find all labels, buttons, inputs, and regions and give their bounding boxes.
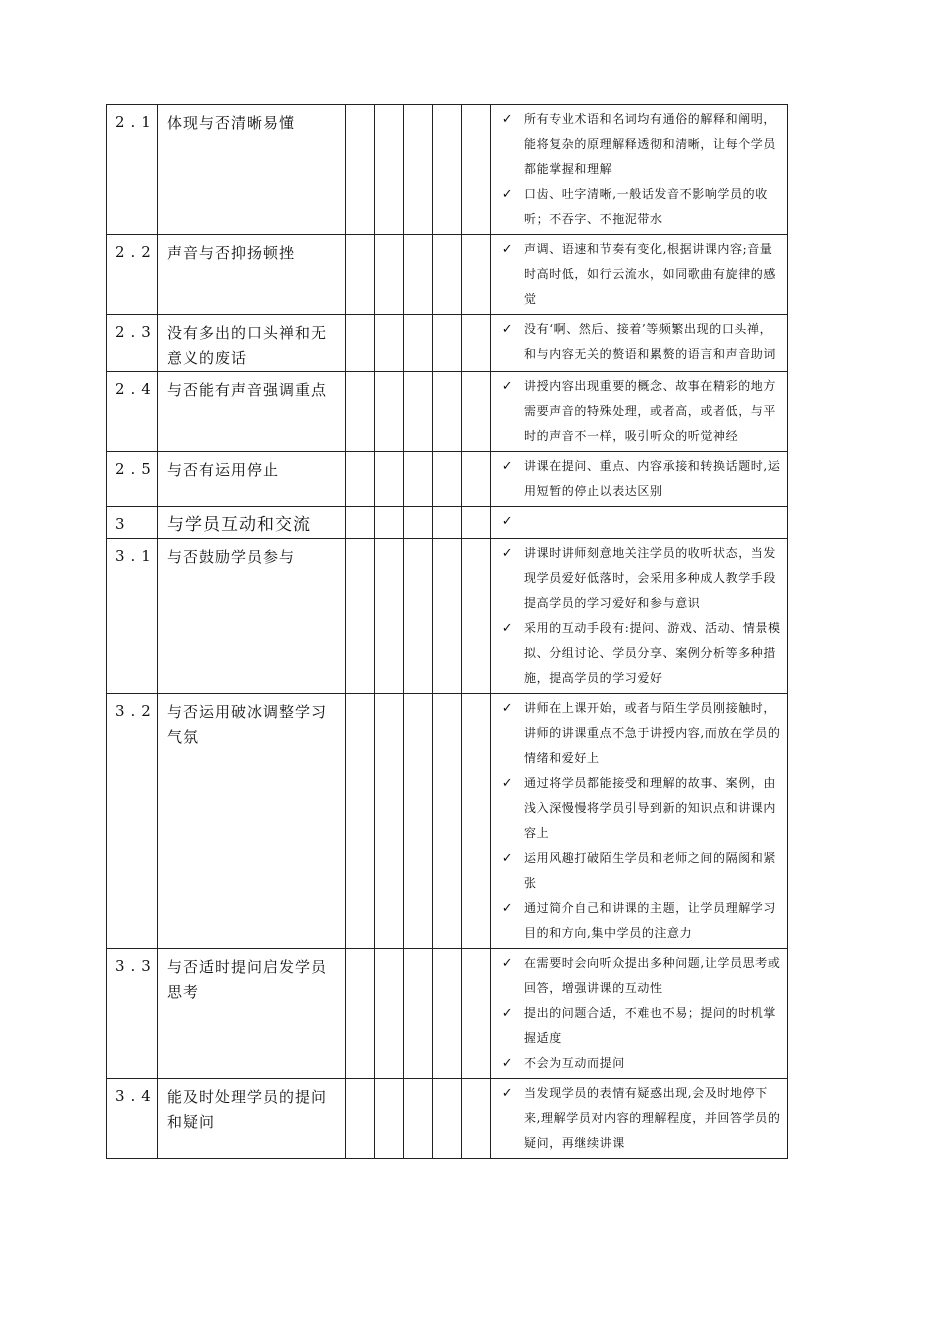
description-bullet <box>491 107 783 182</box>
criteria-row <box>107 235 788 315</box>
score-cell[interactable] <box>462 315 491 372</box>
criteria-name: 能及时处理学员的提问和疑问 <box>158 1079 346 1159</box>
score-cell[interactable] <box>462 452 491 507</box>
bullet-text: 讲授内容出现重要的概念、故事在精彩的地方需要声音的特殊处理，或者高，或者低，与平时的声音不一样，吸引听众的听觉神经 <box>524 379 777 443</box>
score-cell[interactable] <box>462 694 491 949</box>
description-bullet <box>491 951 783 1001</box>
score-cell[interactable] <box>346 694 375 949</box>
check-mark-icon: ✓ <box>501 514 514 529</box>
criteria-name: 与否有运用停止 <box>158 452 346 507</box>
description-bullet <box>491 509 783 534</box>
check-mark-icon: ✓ <box>501 701 514 716</box>
check-mark-icon: ✓ <box>501 459 514 474</box>
check-mark-icon: ✓ <box>501 851 514 866</box>
criteria-name: 没有多出的口头禅和无意义的废话 <box>158 315 346 372</box>
check-mark-icon: ✓ <box>501 379 514 394</box>
criteria-description <box>491 539 788 694</box>
criteria-row <box>107 452 788 507</box>
bullet-text: 运用风趣打破陌生学员和老师之间的隔阂和紧张 <box>524 851 777 890</box>
score-cell[interactable] <box>462 235 491 315</box>
item-number: 2.3 <box>107 315 158 372</box>
check-mark-icon: ✓ <box>501 901 514 916</box>
item-number: 3.4 <box>107 1079 158 1159</box>
score-cell[interactable] <box>404 235 433 315</box>
bullet-text: 当发现学员的表情有疑惑出现,会及时地停下来,理解学员对内容的理解程度，并回答学员的疑问，再继续讲课 <box>524 1086 781 1150</box>
score-cell[interactable] <box>462 949 491 1079</box>
score-cell[interactable] <box>433 452 462 507</box>
score-cell[interactable] <box>346 235 375 315</box>
bullet-text: 所有专业术语和名词均有通俗的解释和阐明，能将复杂的原理解释透彻和清晰，让每个学员都能掌握和理解 <box>524 112 777 176</box>
description-bullet <box>491 616 783 691</box>
criteria-name: 与否适时提问启发学员思考 <box>158 949 346 1079</box>
criteria-name: 与否能有声音强调重点 <box>158 372 346 452</box>
score-cell[interactable] <box>375 105 404 235</box>
score-cell[interactable] <box>433 105 462 235</box>
bullet-text: 讲师在上课开始，或者与陌生学员刚接触时，讲师的讲课重点不急于讲授内容,而放在学员的情绪和爱好上 <box>524 701 781 765</box>
description-bullet <box>491 771 783 846</box>
criteria-description <box>491 507 788 539</box>
criteria-row <box>107 105 788 235</box>
score-cell[interactable] <box>433 372 462 452</box>
criteria-description <box>491 105 788 235</box>
score-cell[interactable] <box>346 452 375 507</box>
score-cell[interactable] <box>404 105 433 235</box>
description-bullet <box>491 317 783 367</box>
criteria-row <box>107 1079 788 1159</box>
description-bullet <box>491 454 783 504</box>
score-cell[interactable] <box>346 949 375 1079</box>
bullet-text: 声调、语速和节奏有变化,根据讲课内容;音量时高时低，如行云流水，如同歌曲有旋律的感觉 <box>524 242 777 306</box>
description-bullet <box>491 696 783 771</box>
score-cell[interactable] <box>346 372 375 452</box>
check-mark-icon: ✓ <box>501 956 514 971</box>
score-cell[interactable] <box>404 539 433 694</box>
bullet-text: 不会为互动而提问 <box>524 1056 625 1070</box>
score-cell[interactable] <box>375 452 404 507</box>
description-bullet <box>491 374 783 449</box>
score-cell[interactable] <box>404 452 433 507</box>
check-mark-icon: ✓ <box>501 322 514 337</box>
score-cell[interactable] <box>462 539 491 694</box>
criteria-row <box>107 315 788 372</box>
score-cell[interactable] <box>346 315 375 372</box>
check-mark-icon: ✓ <box>501 1006 514 1021</box>
bullet-text: 通过将学员都能接受和理解的故事、案例，由浅入深慢慢将学员引导到新的知识点和讲课内容上 <box>524 776 777 840</box>
score-cell[interactable] <box>433 539 462 694</box>
section-row <box>107 507 788 539</box>
score-cell[interactable] <box>404 949 433 1079</box>
item-number: 2.1 <box>107 105 158 235</box>
item-number: 3 <box>107 507 158 539</box>
criteria-name: 体现与否清晰易懂 <box>158 105 346 235</box>
criteria-name: 与否鼓励学员参与 <box>158 539 346 694</box>
description-bullet <box>491 1001 783 1051</box>
score-cell[interactable] <box>375 949 404 1079</box>
item-number: 3.2 <box>107 694 158 949</box>
score-cell[interactable] <box>375 694 404 949</box>
bullet-text: 在需要时会向听众提出多种问题,让学员思考或回答，增强讲课的互动性 <box>524 956 781 995</box>
score-cell[interactable] <box>433 694 462 949</box>
score-cell[interactable] <box>346 1079 375 1159</box>
score-cell[interactable] <box>404 372 433 452</box>
evaluation-table-body <box>107 105 788 1159</box>
criteria-name: 与否运用破冰调整学习气氛 <box>158 694 346 949</box>
bullet-text <box>524 509 783 534</box>
score-cell[interactable] <box>462 105 491 235</box>
check-mark-icon: ✓ <box>501 112 514 127</box>
criteria-description <box>491 949 788 1079</box>
score-cell[interactable] <box>462 1079 491 1159</box>
bullet-text: 通过简介自己和讲课的主题，让学员理解学习目的和方向,集中学员的注意力 <box>524 901 777 940</box>
item-number: 3.1 <box>107 539 158 694</box>
check-mark-icon: ✓ <box>501 546 514 561</box>
check-mark-icon: ✓ <box>501 1056 514 1071</box>
bullet-text: 口齿、吐字清晰,一般话发音不影响学员的收听；不吞字、不拖泥带水 <box>524 187 768 226</box>
score-cell[interactable] <box>433 1079 462 1159</box>
score-cell[interactable] <box>375 315 404 372</box>
score-cell[interactable] <box>462 507 491 539</box>
criteria-row <box>107 539 788 694</box>
description-bullet <box>491 182 783 232</box>
section-title: 与学员互动和交流 <box>158 507 346 539</box>
score-cell[interactable] <box>375 235 404 315</box>
description-bullet <box>491 237 783 312</box>
score-cell[interactable] <box>433 315 462 372</box>
description-bullet <box>491 1081 783 1156</box>
score-cell[interactable] <box>375 372 404 452</box>
criteria-description <box>491 372 788 452</box>
item-number: 2.2 <box>107 235 158 315</box>
score-cell[interactable] <box>375 539 404 694</box>
criteria-description <box>491 315 788 372</box>
score-cell[interactable] <box>404 507 433 539</box>
item-number: 2.5 <box>107 452 158 507</box>
score-cell[interactable] <box>346 539 375 694</box>
score-cell[interactable] <box>404 1079 433 1159</box>
description-bullet <box>491 541 783 616</box>
check-mark-icon: ✓ <box>501 1086 514 1101</box>
criteria-description <box>491 452 788 507</box>
item-number: 3.3 <box>107 949 158 1079</box>
description-bullet <box>491 896 783 946</box>
bullet-text: 没有‘啊、然后、接着’等频繁出现的口头禅，和与内容无关的赘语和累赘的语言和声音助词 <box>524 322 777 361</box>
check-mark-icon: ✓ <box>501 621 514 636</box>
score-cell[interactable] <box>346 507 375 539</box>
score-cell[interactable] <box>462 372 491 452</box>
description-bullet <box>491 846 783 896</box>
score-cell[interactable] <box>375 1079 404 1159</box>
criteria-description <box>491 1079 788 1159</box>
criteria-description <box>491 694 788 949</box>
evaluation-table <box>106 104 788 1159</box>
check-mark-icon: ✓ <box>501 242 514 257</box>
score-cell[interactable] <box>404 694 433 949</box>
score-cell[interactable] <box>346 105 375 235</box>
score-cell[interactable] <box>433 235 462 315</box>
score-cell[interactable] <box>433 507 462 539</box>
score-cell[interactable] <box>375 507 404 539</box>
score-cell[interactable] <box>433 949 462 1079</box>
criteria-description <box>491 235 788 315</box>
check-mark-icon: ✓ <box>501 776 514 791</box>
check-mark-icon: ✓ <box>501 187 514 202</box>
criteria-row <box>107 694 788 949</box>
item-number: 2.4 <box>107 372 158 452</box>
bullet-text: 讲课在提问、重点、内容承接和转换话题时,运用短暂的停止以表达区别 <box>524 459 781 498</box>
bullet-text: 采用的互动手段有:提问、游戏、活动、情景模拟、分组讨论、学员分享、案例分析等多种措施，提高学员的学习爱好 <box>524 621 781 685</box>
score-cell[interactable] <box>404 315 433 372</box>
criteria-row <box>107 372 788 452</box>
description-bullet <box>491 1051 783 1076</box>
criteria-row <box>107 949 788 1079</box>
bullet-text: 提出的问题合适，不难也不易；提问的时机掌握适度 <box>524 1006 777 1045</box>
criteria-name: 声音与否抑扬顿挫 <box>158 235 346 315</box>
bullet-text: 讲课时讲师刻意地关注学员的收听状态，当发现学员爱好低落时，会采用多种成人教学手段提高学员的学习爱好和参与意识 <box>524 546 777 610</box>
